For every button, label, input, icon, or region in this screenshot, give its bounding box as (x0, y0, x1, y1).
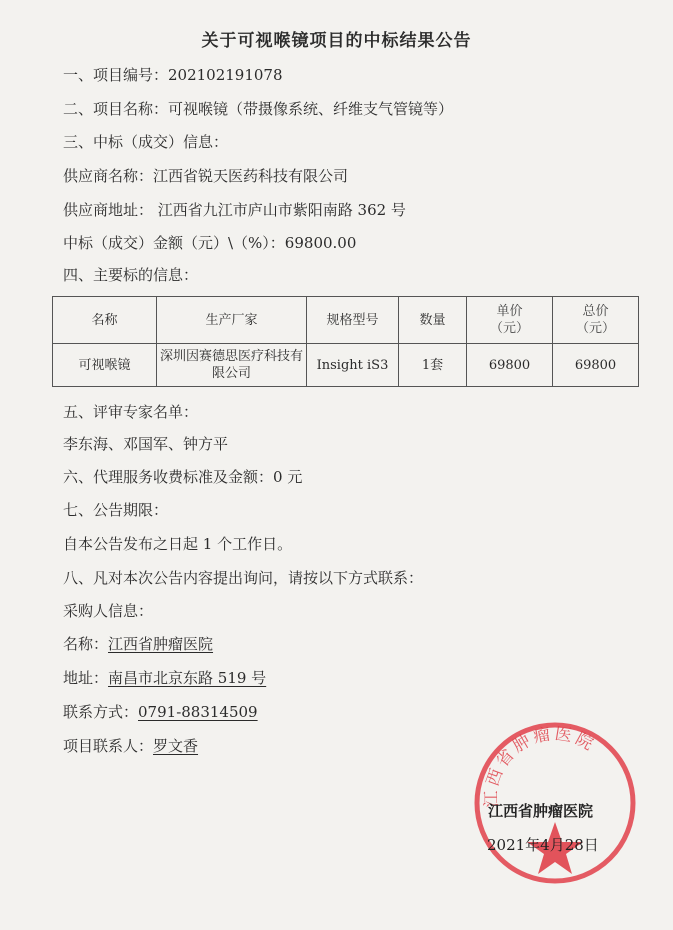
table-cell: 69800 (553, 344, 639, 387)
items-table (52, 296, 639, 387)
table-header-cell: 规格型号 (307, 297, 399, 344)
table-header-cell: 名称 (53, 297, 157, 344)
table-header-cell: 单价 （元） (467, 297, 553, 344)
table-header-cell: 数量 (399, 297, 467, 344)
table-cell: Insight iS3 (307, 344, 399, 387)
section-contact: 八、凡对本次公告内容提出询问，请按以下方式联系： (63, 569, 424, 587)
buyer-contact: 罗文香 (153, 737, 199, 755)
buyer-name: 江西省肿瘤医院 (108, 635, 214, 653)
page-title: 关于可视喉镜项目的中标结果公告 (201, 31, 472, 51)
table-cell: 69800 (467, 344, 553, 387)
svg-text:江西省肿瘤医院 (482, 724, 599, 808)
table-row (53, 344, 639, 387)
section-period: 七、公告期限： (63, 501, 169, 519)
buyer-phone: 0791-88314509 (138, 703, 258, 721)
service-fee: 六、代理服务收费标准及金额：0 元 (63, 468, 303, 486)
project-number: 一、项目编号：202102191078 (63, 66, 283, 84)
buyer-contact-row (63, 735, 198, 756)
buyer-contact-label: 项目联系人： (63, 737, 154, 755)
table-cell: 可视喉镜 (53, 344, 157, 387)
table-header-cell: 生产厂家 (157, 297, 307, 344)
section-main-items: 四、主要标的信息： (63, 266, 199, 284)
section-award-info: 三、中标（成交）信息： (63, 133, 229, 151)
seal-date: 2021年4月28日 (487, 836, 599, 854)
buyer-name-row (63, 633, 213, 654)
seal-ring-text: 江西省肿瘤医院 (481, 723, 599, 808)
buyer-address-label: 地址： (63, 669, 109, 687)
buyer-address: 南昌市北京东路 519 号 (108, 669, 267, 687)
section-experts: 五、评审专家名单： (63, 403, 199, 421)
award-amount: 中标（成交）金额（元）\（%）：69800.00 (63, 234, 357, 252)
supplier-address: 供应商地址： 江西省九江市庐山市紫阳南路 362 号 (63, 201, 406, 219)
buyer-address-row (63, 667, 266, 688)
experts-list: 李东海、邓国军、钟方平 (63, 435, 229, 453)
buyer-phone-row (63, 701, 258, 722)
buyer-info-title: 采购人信息： (63, 602, 154, 620)
table-header-cell: 总价 （元） (553, 297, 639, 344)
seal-org-name: 江西省肿瘤医院 (488, 802, 594, 820)
table-header-row (53, 297, 639, 344)
table-cell: 1套 (399, 344, 467, 387)
project-name: 二、项目名称：可视喉镜（带摄像系统、纤维支气管镜等） (63, 100, 454, 118)
buyer-phone-label: 联系方式： (63, 703, 139, 721)
buyer-name-label: 名称： (63, 635, 109, 653)
supplier-name: 供应商名称：江西省锐天医药科技有限公司 (63, 167, 349, 185)
period-text: 自本公告发布之日起 1 个工作日。 (63, 535, 293, 553)
table-cell: 深圳因赛德思医疗科技有限公司 (157, 344, 307, 387)
